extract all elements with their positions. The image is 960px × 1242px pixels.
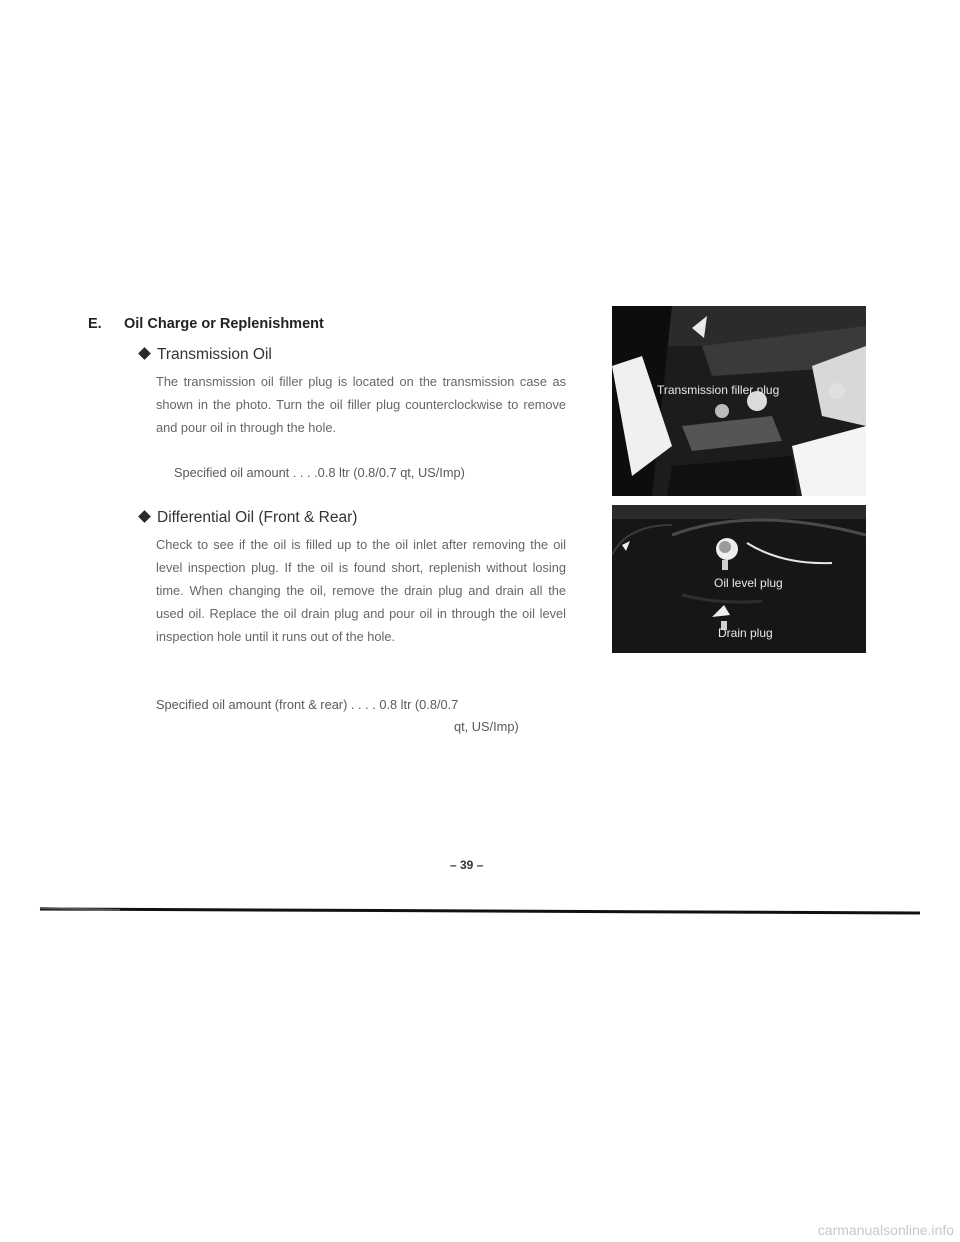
- drain-plug-label: Drain plug: [718, 626, 773, 640]
- transmission-oil-body: The transmission oil filler plug is located on the transmission case as shown in the photo. Turn the oil filler plug counterclockwise to remove and pour oil in through the hole.: [156, 374, 566, 435]
- differential-oil-heading-text: Differential Oil (Front & Rear): [157, 509, 358, 526]
- transmission-oil-spec: Specified oil amount . . . .0.8 ltr (0.8/0.7 qt, US/Imp): [174, 465, 465, 480]
- section-title: Oil Charge or Replenishment: [124, 316, 324, 332]
- diamond-bullet-icon: [138, 510, 151, 523]
- transmission-photo: [612, 306, 866, 496]
- section-heading: [88, 316, 324, 332]
- transmission-filler-plug-label: Transmission filler plug: [657, 383, 780, 397]
- diamond-bullet-icon: [138, 347, 151, 360]
- oil-level-plug-label: Oil level plug: [714, 576, 783, 590]
- differential-oil-spec-line2: qt, US/Imp): [454, 719, 519, 734]
- differential-oil-spec-line1: Specified oil amount (front & rear) . . . . 0.8 ltr (0.8/0.7: [156, 697, 459, 712]
- transmission-oil-heading: [140, 346, 272, 364]
- transmission-oil-heading-text: Transmission Oil: [157, 346, 272, 363]
- differential-photo: [612, 505, 866, 653]
- page-number: – 39 –: [450, 858, 484, 872]
- differential-oil-body: Check to see if the oil is filled up to the oil inlet after removing the oil level inspection plug. If the oil is found short, replenish without losing time. When changing the oil, remove the drain plug and drain all the used oil. Replace the oil drain plug and pour oil in through the oil level inspection hole until it runs out of the hole.: [156, 537, 566, 644]
- bottom-rule: [0, 905, 960, 917]
- section-letter: E.: [88, 316, 102, 332]
- differential-oil-heading: [140, 509, 357, 527]
- watermark: carmanualsonline.info: [817, 1222, 954, 1238]
